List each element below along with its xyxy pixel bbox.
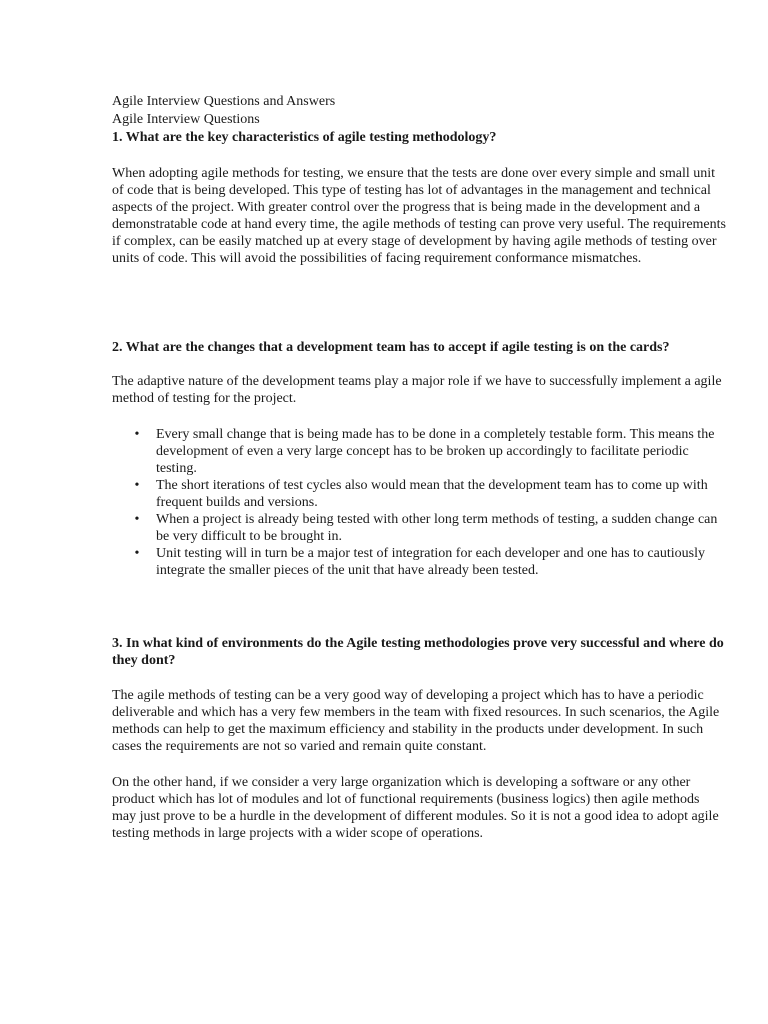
question-1: 1. What are the key characteristics of agile testing methodology? — [112, 130, 497, 145]
bullet-item — [112, 426, 727, 477]
question-3: 3. In what kind of environments do the Agile testing methodologies prove very successful and where do they dont? — [112, 636, 724, 668]
answer-1: When adopting agile methods for testing, we ensure that the tests are done over every simple and small unit of code that is being developed. This type of testing has lot of advantages in the management and technical aspects of the project. With greater control over the progress that is being made in the development and a demonstratable code at hand every time, the agile methods of testing can prove very useful. The requirements if complex, can be easily matched up at every stage of development by having agile methods of testing over units of code. This will avoid the possibilities of facing requirement conformance mismatches. — [112, 166, 726, 266]
bullet-icon: • — [134, 546, 140, 561]
document-title: Agile Interview Questions and Answers — [112, 94, 336, 109]
bullet-text: Every small change that is being made has to be done in a completely testable form. This means the development of even a very large concept has to be broken up accordingly to facilitate periodic testing. — [156, 427, 715, 476]
answer-2-bullet-list — [112, 426, 727, 579]
bullet-item — [112, 477, 727, 511]
question-2: 2. What are the changes that a development team has to accept if agile testing is on the cards? — [112, 340, 670, 355]
answer-3-paragraph-2: On the other hand, if we consider a very large organization which is developing a software or any other product which has lot of modules and lot of functional requirements (business logics) then agile methods may just prove to be a hurdle in the development of different modules. So it is not a good idea to adopt agile testing methods in large projects with a wider scope of operations. — [112, 775, 719, 841]
bullet-text: The short iterations of test cycles also would mean that the development team has to come up with frequent builds and versions. — [156, 478, 708, 510]
answer-2-intro: The adaptive nature of the development teams play a major role if we have to successfully implement a agile method of testing for the project. — [112, 374, 722, 406]
bullet-icon: • — [134, 478, 140, 493]
bullet-item — [112, 545, 727, 579]
bullet-icon: • — [134, 512, 140, 527]
bullet-icon: • — [134, 427, 140, 442]
answer-3-paragraph-1: The agile methods of testing can be a very good way of developing a project which has to have a periodic deliverable and which has a very few members in the team with fixed resources. In such scenarios, the Agile methods can help to get the maximum efficiency and stability in the products under development. In such cases the requirements are not so varied and remain quite constant. — [112, 688, 720, 754]
bullet-text: Unit testing will in turn be a major test of integration for each developer and one has to cautiously integrate the smaller pieces of the unit that have already been tested. — [156, 546, 705, 578]
document-subtitle: Agile Interview Questions — [112, 112, 260, 127]
bullet-text: When a project is already being tested with other long term methods of testing, a sudden change can be very difficult to be brought in. — [156, 512, 718, 544]
bullet-item — [112, 511, 727, 545]
